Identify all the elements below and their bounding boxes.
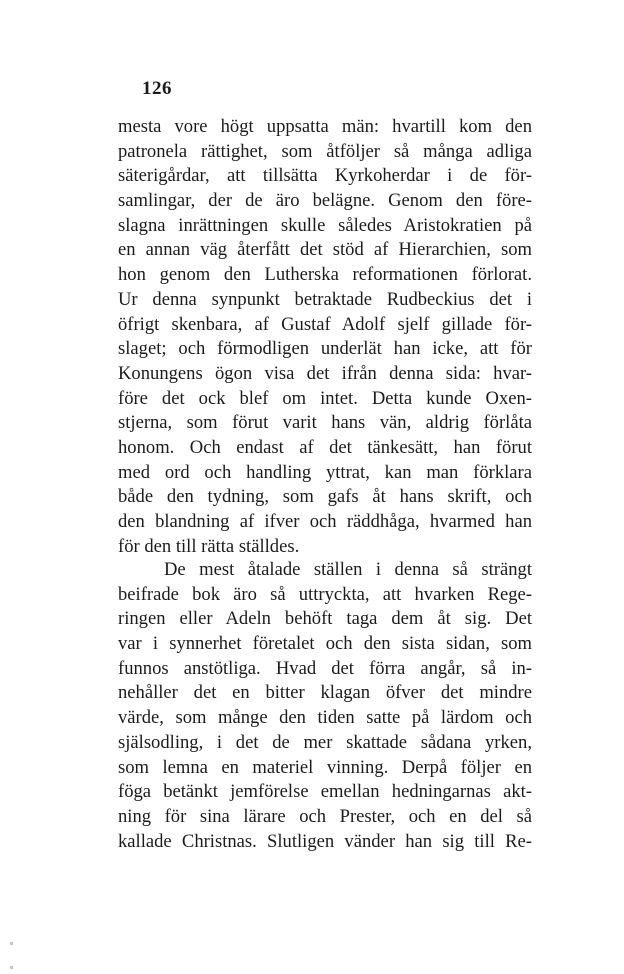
text-line: värde, som månge den tiden satte på lärdom och [118,707,532,729]
scan-edge-mark [10,966,13,969]
text-line: nehåller det en bitter klagan öfver det mindre [118,682,532,704]
page-number: 126 [142,78,172,99]
text-line: samlingar, der de äro belägne. Genom den före- [118,190,532,212]
text-line: De mest åtalade ställen i denna så strängt [164,559,532,580]
text-line: före det ock blef om intet. Detta kunde Oxen- [118,387,532,409]
text-line: var i synnerhet företalet och den sista sidan, som [118,633,532,655]
scan-edge-mark [10,942,13,945]
text-line: öfrigt skenbara, af Gustaf Adolf sjelf gillade för- [118,313,532,335]
text-line: med ord och handling yttrat, kan man förklara [118,461,532,483]
text-line: Ur denna synpunkt betraktade Rudbeckius det i [118,288,532,310]
text-line: ning för sina lärare och Prester, och en del så [118,805,532,827]
text-line: både den tydning, som gafs åt hans skrift, och [118,486,532,508]
text-line: kallade Christnas. Slutligen vänder han sig till Re- [118,830,532,852]
text-line: slagna inrättningen skulle således Aristokratien på [118,214,532,236]
text-line: hon genom den Lutherska reformationen förlorat. [118,264,532,286]
text-line: föga betänkt jemförelse emellan hedningarnas akt- [118,781,532,803]
text-line: funnos anstötliga. Hvad det förra angår, så in- [118,657,532,679]
paragraph-2 [118,558,532,854]
text-line: den blandning af ifver och räddhåga, hvarmed han [118,511,532,532]
text-line: en annan väg återfått det stöd af Hierarchien, som [118,239,532,261]
text-line: beifrade bok äro så uttryckta, att hvarken Rege- [118,583,532,605]
text-line: ringen eller Adeln behöft taga dem åt sig. Det [118,608,532,630]
text-line: säterigårdar, att tillsätta Kyrkoherdar i de för- [118,165,532,187]
text-line: själsodling, i det de mer skattade sådana yrken, [118,731,532,753]
paragraph-1 [118,115,532,559]
text-line: patronela rättighet, som åtföljer så många adliga [118,140,532,162]
text-line: honom. Och endast af det tänkesätt, han förut [118,436,532,458]
text-line: mesta vore högt uppsatta män: hvartill kom den [118,116,532,137]
text-line: som lemna en materiel vinning. Derpå följer en [118,756,532,778]
text-line: slaget; och förmodligen underlät han icke, att för [118,338,532,360]
text-line: stjerna, som förut varit hans vän, aldrig förlåta [118,412,532,434]
text-line: för den till rätta ställdes. [118,535,300,557]
text-line: Konungens ögon visa det ifrån denna sida: hvar- [118,362,532,384]
